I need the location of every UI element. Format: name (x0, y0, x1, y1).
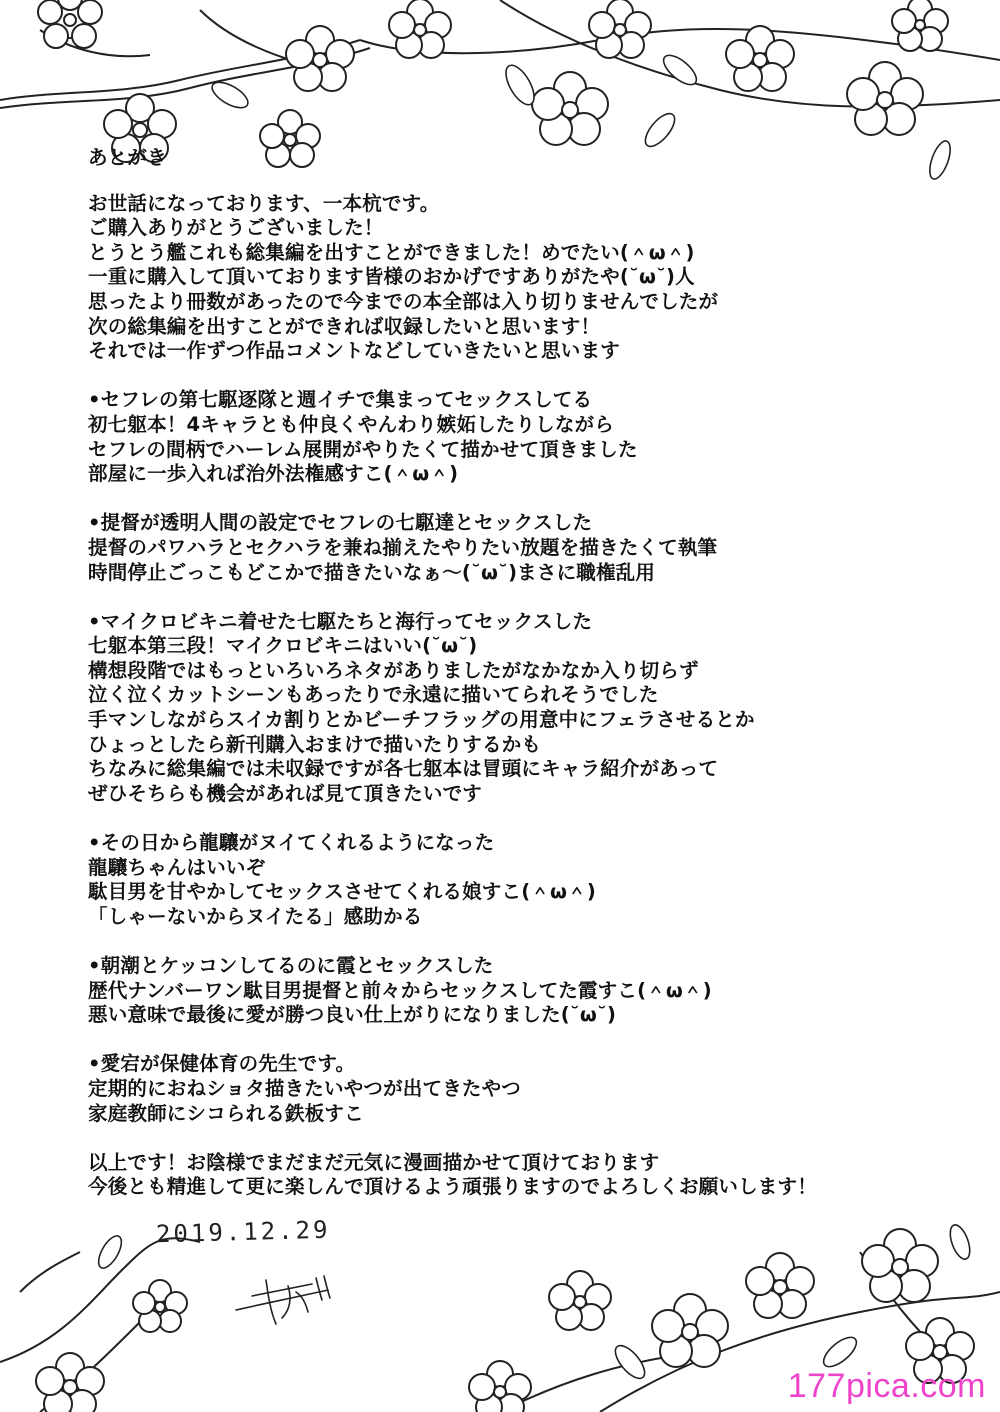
work-title: •マイクロビキニ着せた七駆たちと海行ってセックスした (88, 609, 593, 633)
text-line: お世話になっております、一本杭です。 (88, 191, 440, 215)
text-line: セフレの間柄でハーレム展開がやりたくて描かせて頂きました (88, 437, 638, 461)
text-line: 構想段階ではもっといろいろネタがありましたがなかなか入り切らず (88, 658, 699, 682)
text-line: 次の総集編を出すことができれば収録したいと思います！ (88, 314, 601, 338)
text-line: 定期的におねショタ描きたいやつが出てきたやつ (88, 1076, 522, 1100)
work-comment (88, 831, 968, 929)
text-line: 「しゃーないからヌイたる」感助かる (88, 904, 423, 928)
text-line: 歴代ナンバーワン駄目男提督と前々からセックスしてた霞すこ(＾ω＾) (88, 978, 712, 1002)
text-line: ひょっとしたら新刊購入おまけで描いたりするかも (88, 732, 542, 756)
text-line: 時間停止ごっこもどこかで描きたいなぁ〜(˘ω˘)まさに職権乱用 (88, 560, 656, 584)
text-line: 駄目男を甘やかしてセックスさせてくれる娘すこ(＾ω＾) (88, 880, 596, 904)
closing-paragraph (88, 1151, 968, 1200)
site-watermark: 177pica.com (787, 1367, 986, 1405)
text-line: 七躯本第三段！マイクロビキニはいい(˘ω˘) (88, 634, 478, 658)
text-line: 以上です！お陰様でまだまだ元気に漫画描かせて頂けております (88, 1150, 660, 1174)
work-title: •その日から龍驤がヌイてくれるようになった (88, 831, 495, 855)
handwritten-date: 2019.12.29 (155, 1215, 331, 1249)
work-title: •朝潮とケッコンしてるのに霞とセックスした (88, 954, 494, 977)
text-line: ちなみに総集編では未収録ですが各七躯本は冒頭にキャラ紹介があって (88, 757, 719, 781)
text-line: それでは一作ずつ作品コメントなどしていきたいと思います (88, 339, 620, 363)
intro-paragraph (88, 192, 968, 364)
text-line: 初七躯本！4キャラとも仲良くやんわり嫉妬したりしながら (88, 412, 614, 436)
work-title: •セフレの第七駆逐隊と週イチで集まってセックスしてる (88, 388, 593, 412)
text-line: ぜひそちらも機会があれば見て頂きたいです (88, 781, 483, 805)
text-line: 思ったより冊数があったので今までの本全部は入り切りませんでしたが (88, 289, 719, 313)
afterword-heading: あとがき (88, 146, 167, 169)
text-line: 一重に購入して頂いております皆様のおかげですありがたや(˘ω˘)人 (88, 265, 695, 289)
afterword-text (88, 146, 968, 1200)
text-line: 手マンしながらスイカ割りとかビーチフラッグの用意中にフェラさせるとか (88, 708, 755, 732)
text-line: 泣く泣くカットシーンもあったりで永遠に描いてられそうでした (88, 683, 659, 707)
work-comment (88, 954, 968, 1028)
work-title: •提督が透明人間の設定でセフレの七駆達とセックスした (88, 511, 593, 535)
text-line: ご購入ありがとうございました！ (88, 216, 384, 240)
signature (232, 1270, 342, 1330)
work-comment (88, 511, 968, 585)
work-comment (88, 610, 968, 807)
text-line: 提督のパワハラとセクハラを兼ね揃えたやりたい放題を描きたくて執筆 (88, 535, 718, 559)
text-line: 龍驤ちゃんはいいぞ (88, 855, 266, 879)
text-line: とうとう艦これも総集編を出すことができました！めでたい(＾ω＾) (88, 240, 695, 264)
text-line: 今後とも精進して更に楽しんで頂けるよう頑張りますのでよろしくお願いします！ (88, 1175, 817, 1199)
work-comment (88, 1052, 968, 1126)
work-comment (88, 388, 968, 486)
text-line: 家庭教師にシコられる鉄板すこ (88, 1101, 364, 1125)
work-title: •愛宕が保健体育の先生です。 (88, 1052, 356, 1076)
text-line: 部屋に一歩入れば治外法権感すこ(＾ω＾) (88, 462, 459, 486)
text-line: 悪い意味で最後に愛が勝つ良い仕上がりになりました(˘ω˘) (88, 1003, 617, 1027)
